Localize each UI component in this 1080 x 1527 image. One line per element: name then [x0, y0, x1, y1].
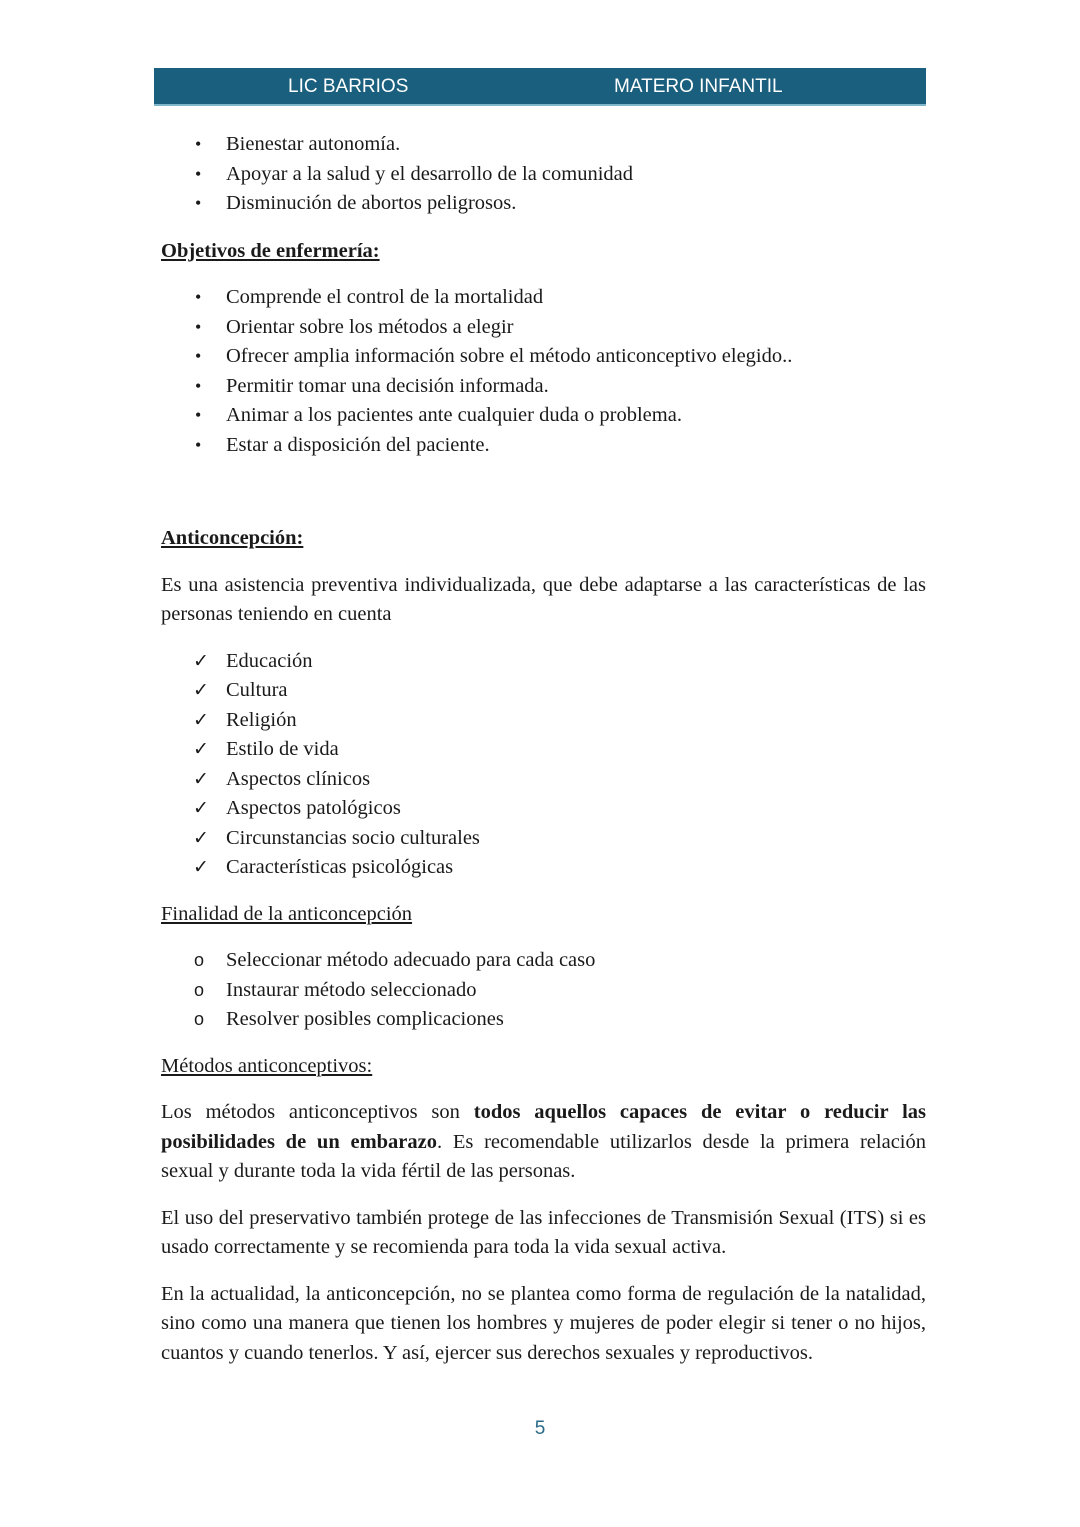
finalidad-list	[161, 946, 926, 1035]
page-header	[154, 68, 926, 106]
bullet-icon: •	[195, 434, 202, 455]
objetivos-list	[161, 283, 926, 460]
bullet-icon: •	[195, 163, 202, 184]
list-item: o Seleccionar método adecuado para cada caso	[161, 946, 926, 976]
bullet-icon: •	[195, 375, 202, 396]
checkmark-icon: ✓	[193, 680, 209, 701]
objetivos-heading: Objetivos de enfermería:	[161, 239, 380, 262]
checkmark-icon: ✓	[193, 739, 209, 760]
list-item: ✓ Aspectos clínicos	[161, 765, 926, 795]
checkmark-icon: ✓	[193, 768, 209, 790]
list-item: ✓ Cultura	[161, 676, 926, 706]
checkmark-icon: ✓	[193, 650, 209, 672]
metodos-heading: Métodos anticonceptivos:	[161, 1054, 373, 1077]
bullet-icon: •	[195, 287, 202, 307]
bullet-icon: •	[195, 405, 202, 425]
circle-bullet-icon: o	[194, 979, 205, 1000]
bullet-icon: •	[195, 134, 202, 154]
list-item: ✓ Características psicológicas	[161, 853, 926, 883]
list-item: ✓ Estilo de vida	[161, 735, 926, 765]
list-item: • Disminución de abortos peligrosos.	[161, 189, 926, 219]
list-item: • Orientar sobre los métodos a elegir	[161, 313, 926, 343]
header-author: LIC BARRIOS	[288, 76, 409, 97]
anticoncepcion-heading: Anticoncepción:	[161, 527, 304, 549]
circle-bullet-icon: o	[194, 1009, 205, 1029]
bullet-icon: •	[195, 316, 202, 337]
list-item: • Estar a disposición del paciente.	[161, 431, 926, 461]
list-item: • Apoyar a la salud y el desarrollo de la comunidad	[161, 160, 926, 190]
list-item: o Resolver posibles complicaciones	[161, 1005, 926, 1035]
checkmark-icon: ✓	[193, 857, 209, 878]
list-item: ✓ Religión	[161, 706, 926, 736]
metodos-paragraph-1: Los métodos anticonceptivos son todos aquellos capaces de evitar o reducir las posibilidades de un embarazo. Es recomendable utilizarlos desde la primera relación sexual y durante toda la vida fértil de las personas.	[161, 1101, 927, 1182]
circle-bullet-icon: o	[194, 950, 205, 970]
metodos-definition-bold: todos aquellos capaces de evitar o reducir las posibilidades de un embarazo	[161, 1101, 927, 1153]
bullet-icon: •	[195, 346, 202, 366]
list-item: • Comprende el control de la mortalidad	[161, 283, 926, 313]
finalidad-heading: Finalidad de la anticoncepción	[161, 902, 413, 925]
list-item: • Permitir tomar una decisión informada.	[161, 372, 926, 402]
anticoncepcion-paragraph: Es una asistencia preventiva individualizada, que debe adaptarse a las características de las personas teniendo en cuenta	[161, 573, 926, 625]
list-item: ✓ Educación	[161, 647, 926, 677]
page-number: 5	[534, 1418, 546, 1439]
factors-checklist	[161, 647, 926, 883]
list-item: • Animar a los pacientes ante cualquier duda o problema.	[161, 401, 926, 431]
checkmark-icon: ✓	[193, 709, 209, 731]
list-item: ✓ Aspectos patológicos	[161, 794, 926, 824]
bullet-icon: •	[195, 193, 202, 213]
list-item: o Instaurar método seleccionado	[161, 976, 926, 1006]
checkmark-icon: ✓	[193, 798, 209, 819]
header-subject: MATERO INFANTIL	[614, 76, 783, 97]
page-content	[161, 130, 926, 1368]
list-item: • Bienestar autonomía.	[161, 130, 926, 160]
list-item: ✓ Circunstancias socio culturales	[161, 824, 926, 854]
checkmark-icon: ✓	[193, 827, 209, 849]
intro-bullet-list	[161, 130, 926, 219]
list-item: • Ofrecer amplia información sobre el método anticonceptivo elegido..	[161, 342, 926, 372]
metodos-paragraph-2: El uso del preservativo también protege de las infecciones de Transmisión Sexual (ITS) si es usado correctamente y se recomienda para toda la vida sexual activa.	[161, 1206, 926, 1258]
metodos-paragraph-3: En la actualidad, la anticoncepción, no se plantea como forma de regulación de la natalidad, sino como una manera que tienen los hombres y mujeres de poder elegir si tener o no hijos, cuantos y cuando tenerlos. Y así, ejercer sus derechos sexuales y reproductivos.	[161, 1282, 926, 1364]
